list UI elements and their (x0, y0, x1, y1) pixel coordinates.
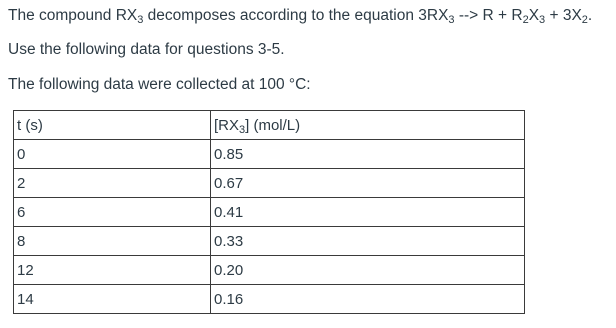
subscript: 3 (239, 123, 246, 136)
time-cell: 2 (14, 169, 211, 198)
conc-header-suffix: ] (mol/L) (245, 116, 301, 134)
reaction-arrow-products: --> R + R (454, 7, 523, 24)
instruction-text: Use the following data for questions 3-5. (8, 41, 285, 58)
reaction-text-prefix: The compound RX (8, 7, 138, 24)
concentration-cell: 0.33 (211, 227, 525, 256)
subscript: 3 (137, 14, 144, 26)
subscript: 2 (522, 14, 529, 26)
subscript: 3 (448, 14, 455, 26)
table-row (14, 227, 525, 256)
reaction-text-mid: decomposes according to the equation 3RX (143, 7, 449, 24)
time-cell: 14 (14, 285, 211, 314)
time-column-header: t (s) (14, 111, 211, 140)
conc-header-prefix: [RX (214, 116, 240, 134)
time-cell: 8 (14, 227, 211, 256)
time-cell: 12 (14, 256, 211, 285)
table-header-row (14, 111, 525, 140)
table-row (14, 285, 525, 314)
concentration-cell: 0.85 (211, 140, 525, 169)
reaction-text-end: . (587, 7, 593, 24)
concentration-column-header (211, 111, 525, 140)
time-cell: 6 (14, 198, 211, 227)
concentration-cell: 0.67 (211, 169, 525, 198)
table-row (14, 256, 525, 285)
subscript: 3 (539, 14, 546, 26)
subscript: 2 (581, 14, 588, 26)
reaction-text-x: X (528, 7, 540, 24)
concentration-cell: 0.41 (211, 198, 525, 227)
reaction-text-plus: + 3X (545, 7, 582, 24)
reaction-statement (8, 6, 592, 26)
table-row (14, 140, 525, 169)
table-row (14, 169, 525, 198)
concentration-cell: 0.16 (211, 285, 525, 314)
kinetics-data-table (13, 110, 525, 314)
conditions-text: The following data were collected at 100 °C: (8, 76, 311, 93)
time-cell: 0 (14, 140, 211, 169)
concentration-cell: 0.20 (211, 256, 525, 285)
table-row (14, 198, 525, 227)
